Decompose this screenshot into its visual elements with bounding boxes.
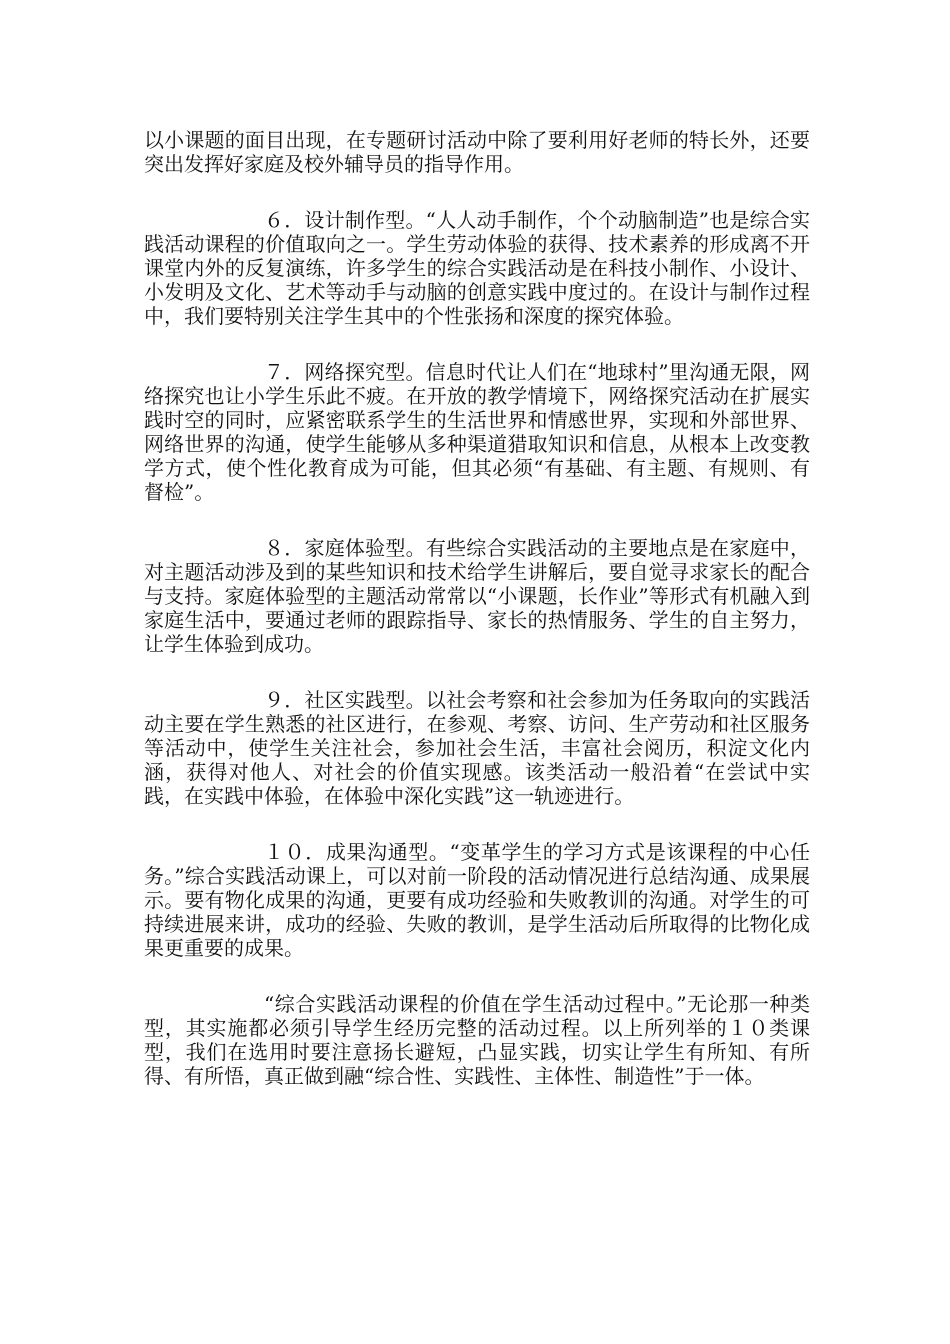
paragraph-design-making: ６．设计制作型。“人人动手制作，个个动脑制造”也是综合实践活动课程的价值取向之一。学生劳动体验的获得、技术素养的形成离不开课堂内外的反复演练，许多学生的综合实践活动是在科技小制作、小设计、小发明及文化、艺术等动手与动脑的创意实践中度过的。在设计与制作过程中，我们要特别关注学生其中的个性张扬和深度的探究体验。 <box>144 208 810 328</box>
paragraph-network-inquiry: ７．网络探究型。信息时代让人们在“地球村”里沟通无限，网络探究也让小学生乐此不疲。在开放的教学情境下，网络探究活动在扩展实践时空的同时，应紧密联系学生的生活世界和情感世界，实现和外部世界、网络世界的沟通，使学生能够从多种渠道猎取知识和信息，从根本上改变教学方式，使个性化教育成为可能，但其必须“有基础、有主题、有规则、有督检”。 <box>144 360 810 504</box>
paragraph-continuation: 以小课题的面目出现，在专题研讨活动中除了要利用好老师的特长外，还要突出发挥好家庭及校外辅导员的指导作用。 <box>144 128 810 176</box>
paragraph-family-experience: ８．家庭体验型。有些综合实践活动的主要地点是在家庭中，对主题活动涉及到的某些知识和技术给学生讲解后，要自觉寻求家长的配合与支持。家庭体验型的主题活动常常以“小课题，长作业”等形式有机融入到家庭生活中，要通过老师的跟踪指导、家长的热情服务、学生的自主努力，让学生体验到成功。 <box>144 536 810 656</box>
paragraph-community-practice: ９．社区实践型。以社会考察和社会参加为任务取向的实践活动主要在学生熟悉的社区进行，在参观、考察、访问、生产劳动和社区服务等活动中，使学生关注社会，参加社会生活，丰富社会阅历，积淀文化内涵，获得对他人、对社会的价值实现感。该类活动一般沿着“在尝试中实践，在实践中体验，在体验中深化实践”这一轨迹进行。 <box>144 688 810 808</box>
document-page <box>144 128 810 1120</box>
paragraph-conclusion: “综合实践活动课程的价值在学生活动过程中。”无论那一种类型，其实施都必须引导学生经历完整的活动过程。以上所列举的１０类课型，我们在选用时要注意扬长避短，凸显实践，切实让学生有所知、有所得、有所悟，真正做到融“综合性、实践性、主体性、制造性”于一体。 <box>144 992 810 1088</box>
paragraph-results-communication: １０．成果沟通型。“变革学生的学习方式是该课程的中心任务。”综合实践活动课上，可以对前一阶段的活动情况进行总结沟通、成果展示。要有物化成果的沟通，更要有成功经验和失败教训的沟通。对学生的可持续进展来讲，成功的经验、失败的教训，是学生活动后所取得的比物化成果更重要的成果。 <box>144 840 810 960</box>
